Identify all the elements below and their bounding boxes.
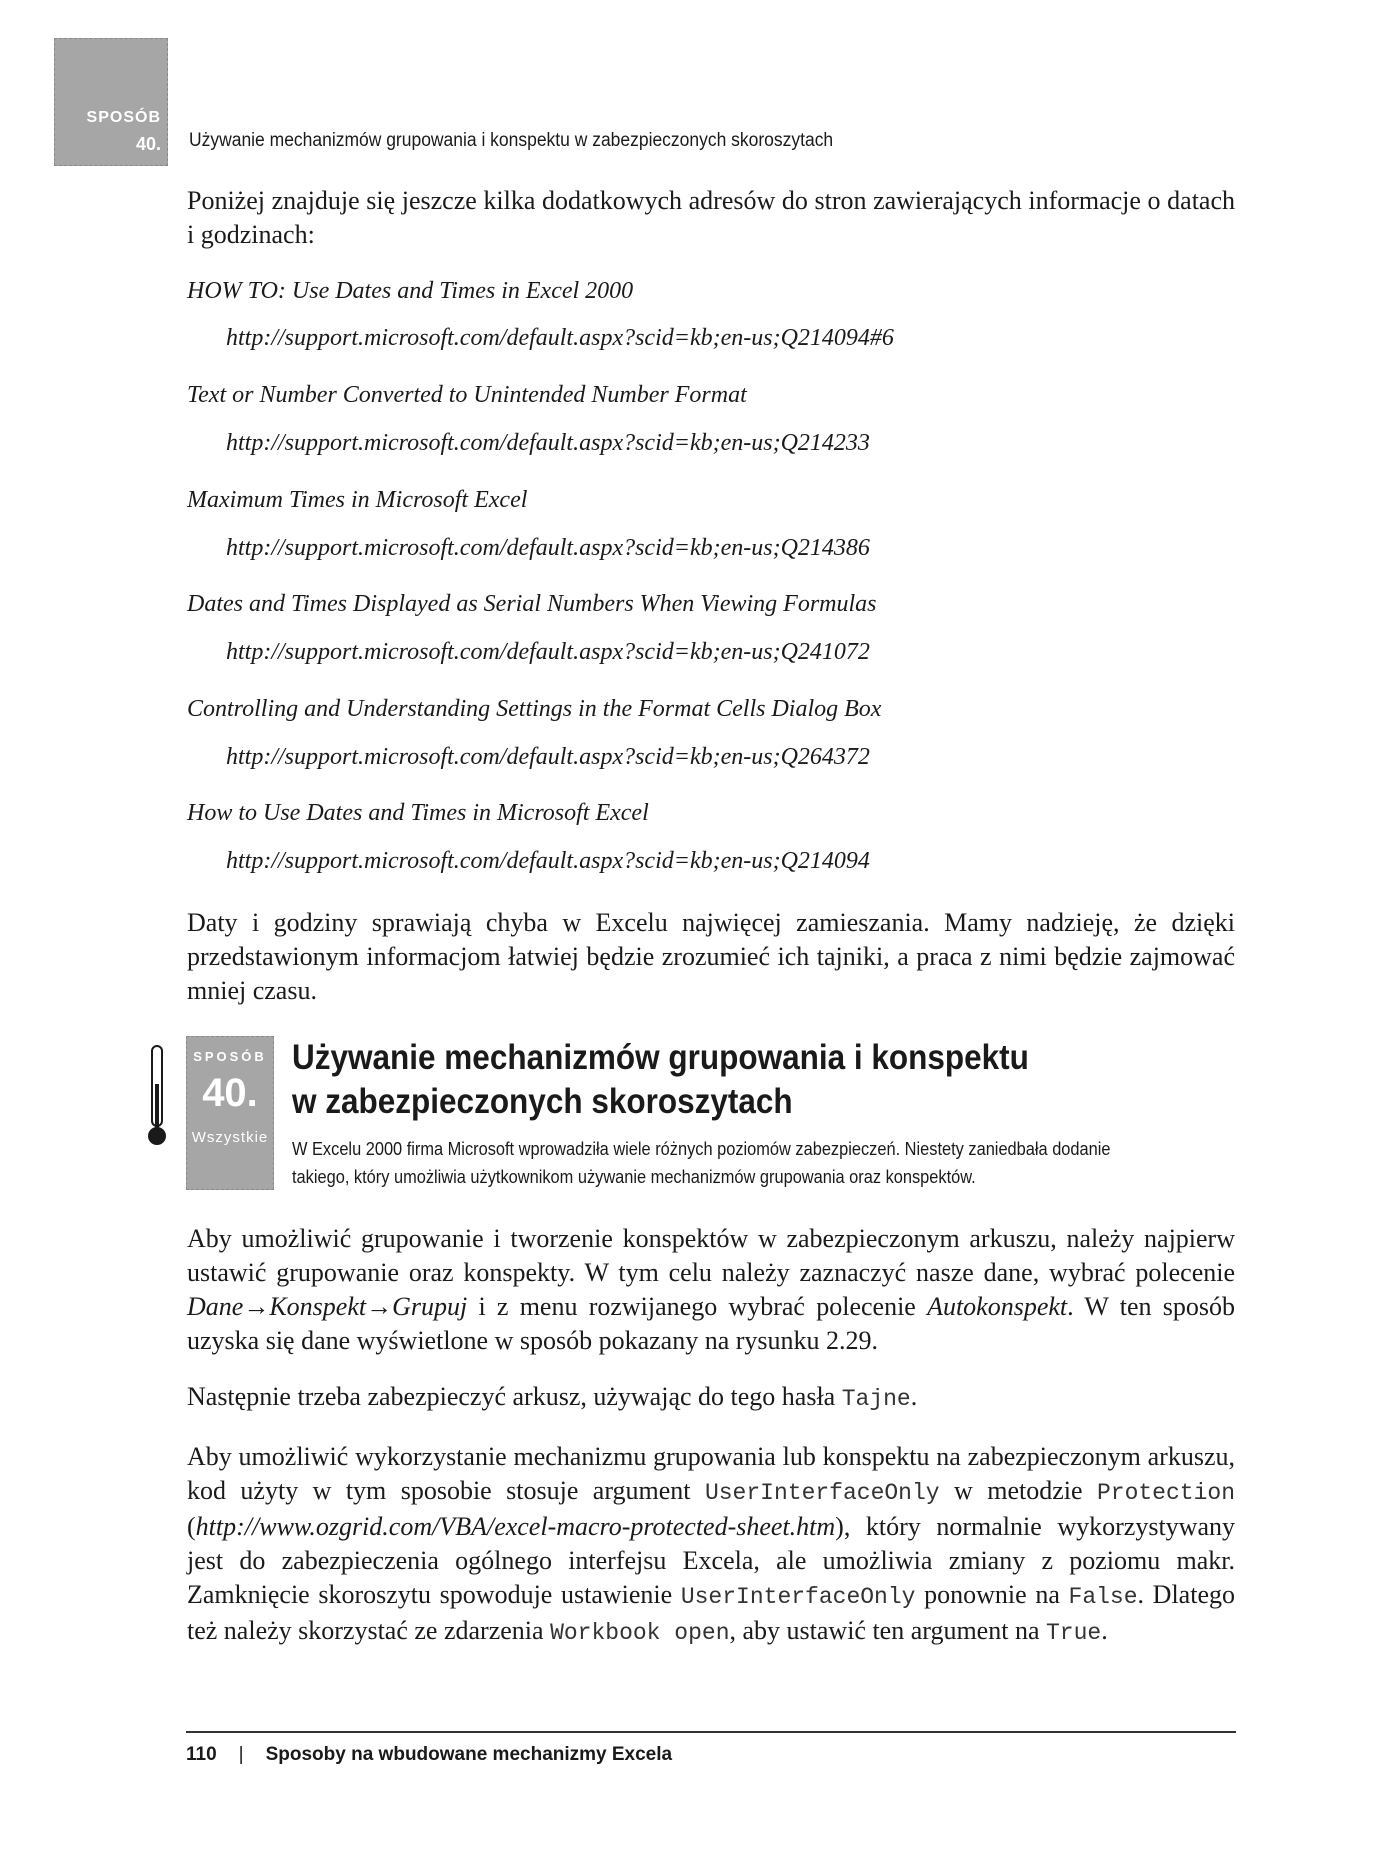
reference-url: http://support.microsoft.com/default.aspx?scid=kb;en-us;Q241072	[226, 639, 870, 665]
section-tab-number: 40.	[202, 1071, 258, 1115]
reference-url: http://support.microsoft.com/default.aspx?scid=kb;en-us;Q214094#6	[226, 325, 894, 351]
code-inline: UserInterfaceOnly	[704, 1480, 940, 1506]
reference-title: Controlling and Understanding Settings in the Format Cells Dialog Box	[187, 696, 882, 722]
text: Następnie trzeba zabezpieczyć arkusz, używając do tego hasła	[187, 1382, 842, 1411]
url-link[interactable]: http://www.ozgrid.com/VBA/excel-macro-protected-sheet.htm	[195, 1512, 836, 1541]
reference-url: http://support.microsoft.com/default.aspx?scid=kb;en-us;Q214233	[226, 430, 870, 456]
reference-url: http://support.microsoft.com/default.aspx?scid=kb;en-us;Q214386	[226, 535, 870, 561]
chapter-tab	[54, 38, 168, 166]
page-number: 110	[186, 1744, 217, 1765]
section-tab-label: SPOSÓB	[193, 1049, 267, 1064]
section-title	[292, 1036, 1102, 1124]
text: w metodzie	[939, 1476, 1097, 1505]
running-header: Używanie mechanizmów grupowania i konspektu w zabezpieczonych skoroszytach	[189, 130, 834, 151]
reference-title: Maximum Times in Microsoft Excel	[187, 487, 528, 513]
tab-label: SPOSÓB	[86, 109, 161, 126]
code-inline: Workbook open	[550, 1620, 730, 1646]
reference-url: http://support.microsoft.com/default.aspx?scid=kb;en-us;Q214094	[226, 848, 870, 874]
paragraph-1	[187, 1222, 1235, 1358]
section-title-line2: w zabezpieczonych skoroszytach	[292, 1082, 793, 1121]
tab-number: 40.	[135, 134, 161, 154]
page-footer	[186, 1744, 672, 1766]
thermometer-icon	[146, 1044, 168, 1148]
paragraph-2	[187, 1380, 1235, 1416]
intro-paragraph: Poniżej znajduje się jeszcze kilka dodatkowych adresów do stron zawierających informacje o datach i godzinach:	[187, 186, 1235, 249]
text: Aby umożliwić grupowanie i tworzenie konspektów w zabezpieczonym arkuszu, należy najpierw ustawić grupowanie oraz konspekty. W tym celu należy zaznaczyć nasze dane, wybrać polecenie	[187, 1224, 1235, 1287]
section-tab-category: Wszystkie	[191, 1129, 269, 1146]
code-inline: UserInterfaceOnly	[680, 1584, 916, 1610]
footer-separator: |	[238, 1744, 244, 1765]
reference-title: Dates and Times Displayed as Serial Numbers When Viewing Formulas	[187, 591, 877, 617]
text: . Dlatego też należy skorzystać ze zdarzenia	[187, 1580, 1235, 1645]
paragraph-3	[187, 1440, 1235, 1650]
reference-title: HOW TO: Use Dates and Times in Excel 2000	[187, 278, 634, 304]
footer-divider	[186, 1731, 1236, 1733]
code-inline: True	[1045, 1620, 1102, 1646]
command-name: Autokonspekt	[927, 1292, 1068, 1321]
reference-title: How to Use Dates and Times in Microsoft Excel	[187, 800, 649, 826]
text: .	[1101, 1616, 1108, 1645]
text: Aby umożliwić wykorzystanie mechanizmu grupowania lub konspektu na zabezpieczonym arkuszu, kod użyty w tym sposobie stosuje argument	[187, 1442, 1235, 1505]
menu-path: Dane→Konspekt→Grupuj	[187, 1292, 468, 1321]
text: . W ten sposób uzyska się dane wyświetlone w sposób pokazany na rysunku 2.29.	[187, 1292, 1235, 1355]
text: ), który normalnie wykorzystywany jest do zabezpieczenia ogólnego interfejsu Excela, ale umożliwia zmiany z poziomu makr. Zamknięcie skoroszytu spowoduje ustawienie	[187, 1512, 1235, 1609]
text: .	[910, 1382, 918, 1411]
section-title-line1: Używanie mechanizmów grupowania i konspektu	[292, 1038, 1029, 1077]
reference-url: http://support.microsoft.com/default.aspx?scid=kb;en-us;Q264372	[226, 744, 870, 770]
reference-title: Text or Number Converted to Unintended Number Format	[187, 382, 747, 408]
closing-paragraph: Daty i godziny sprawiają chyba w Excelu najwięcej zamieszania. Mamy nadzieję, że dzięki przedstawionym informacjom łatwiej będzie zrozumieć ich tajniki, a praca z nimi będzie zajmować mniej czasu.	[187, 908, 1235, 1005]
section-tab	[186, 1036, 274, 1190]
text: (	[187, 1512, 196, 1541]
book-title: Sposoby na wbudowane mechanizmy Excela	[265, 1744, 673, 1765]
text: i z menu rozwijanego wybrać polecenie	[467, 1292, 928, 1321]
section-intro: W Excelu 2000 firma Microsoft wprowadziła wiele różnych poziomów zabezpieczeń. Niestety zaniedbała dodanie takiego, który umożliwia użytkownikom używanie mechanizmów grupowania oraz konspektów.	[292, 1139, 1111, 1187]
text: ponownie na	[915, 1580, 1069, 1609]
code-inline: False	[1068, 1584, 1138, 1610]
code-inline: Tajne	[841, 1386, 911, 1412]
code-inline: Protection	[1096, 1480, 1235, 1506]
text: , aby ustawić ten argument na	[729, 1616, 1046, 1645]
